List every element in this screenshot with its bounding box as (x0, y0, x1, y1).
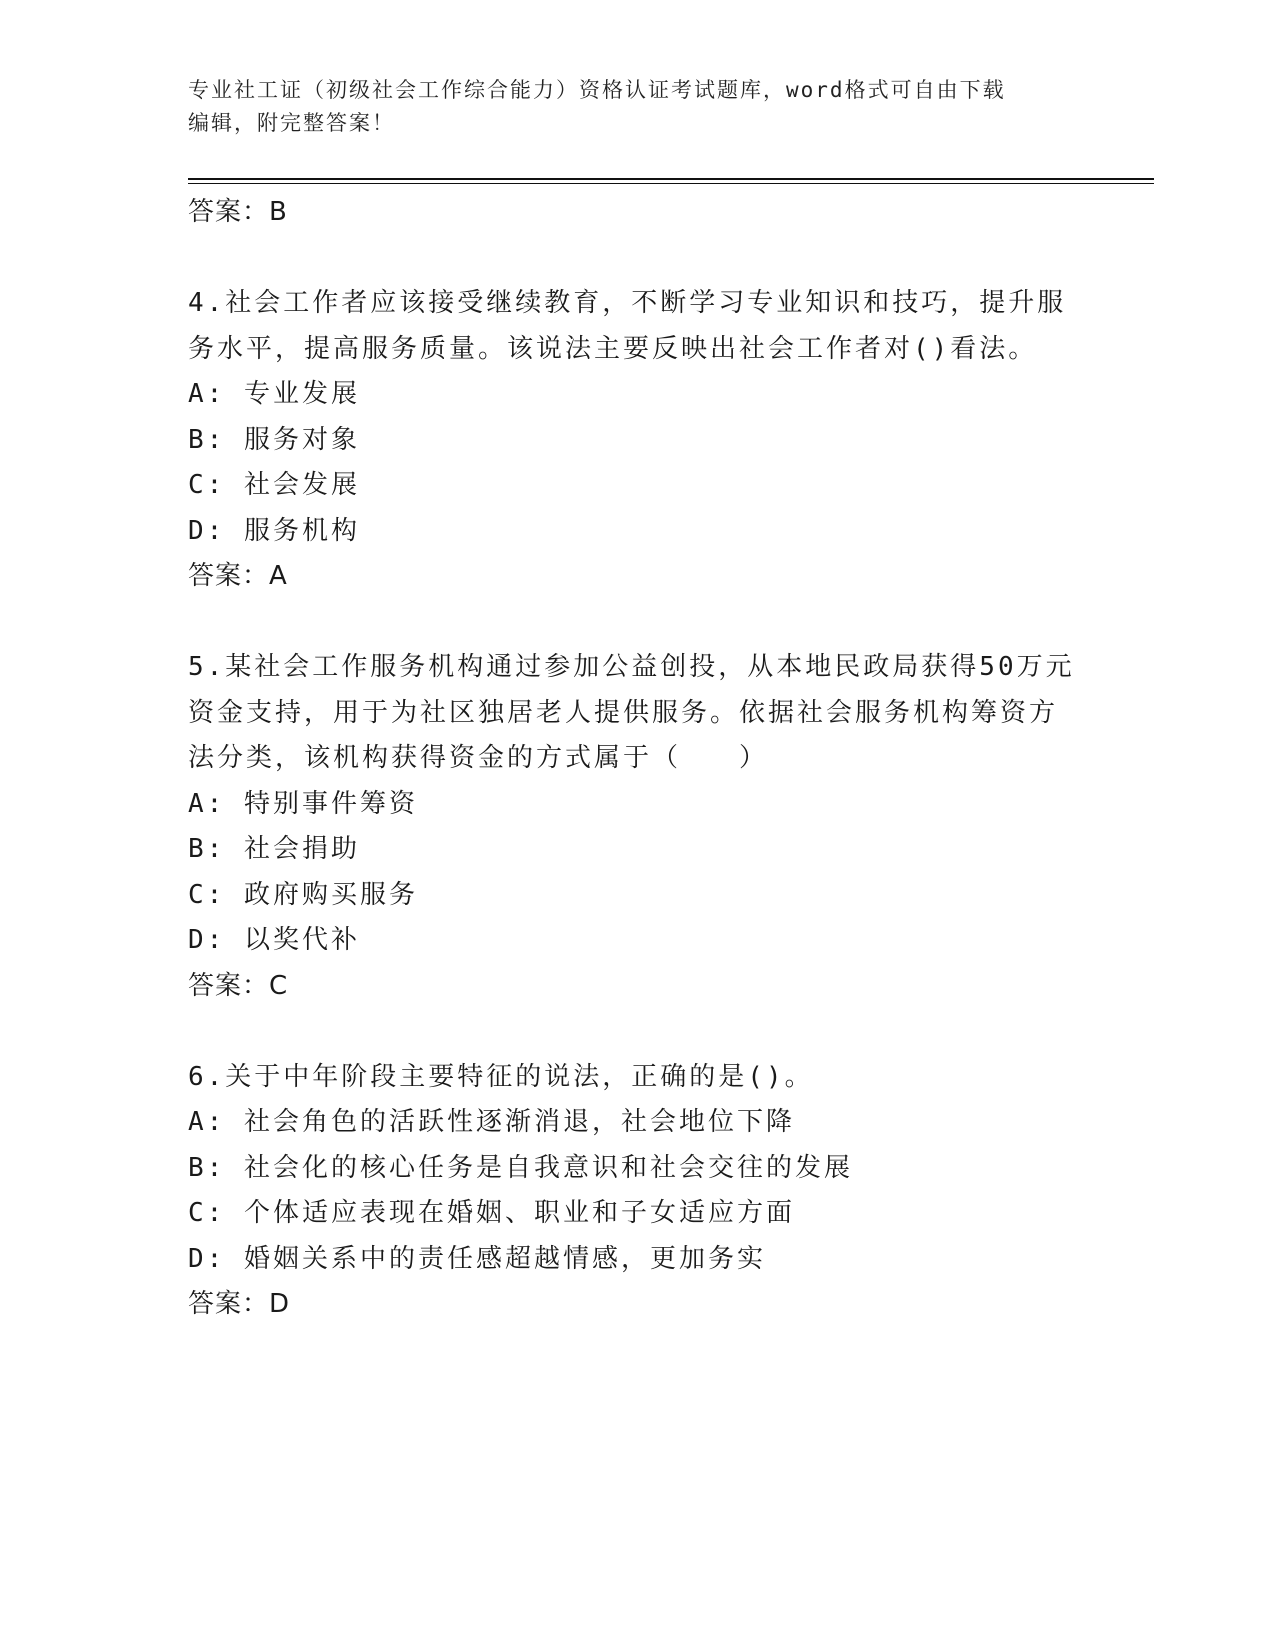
question-stem-line: 务水平，提高服务质量。该说法主要反映出社会工作者对()看法。 (188, 333, 1038, 364)
option-d: D: 服务机构 (188, 515, 360, 546)
spacer (188, 600, 1088, 646)
document-header (188, 74, 1088, 140)
option-b: B: 服务对象 (188, 424, 360, 455)
answer: 答案：C (188, 970, 289, 1001)
option-d: D: 婚姻关系中的责任感超越情感，更加务实 (188, 1243, 766, 1274)
spacer (188, 236, 1088, 282)
option-c: C: 社会发展 (188, 470, 360, 500)
option-a: A: 社会角色的活跃性逐渐消退，社会地位下降 (188, 1107, 795, 1137)
option-c: C: 政府购买服务 (188, 879, 418, 910)
option-c: C: 个体适应表现在婚姻、职业和子女适应方面 (188, 1198, 795, 1228)
header-divider-thin (188, 183, 1154, 184)
header-line-1: 专业社工证（初级社会工作综合能力）资格认证考试题库，word格式可自由下载 (188, 78, 1006, 102)
header-line-2: 编辑，附完整答案！ (188, 111, 395, 135)
question-stem-line: 4.社会工作者应该接受继续教育，不断学习专业知识和技巧，提升服 (188, 288, 1067, 318)
answer: 答案：D (188, 1289, 291, 1319)
question-stem-line: 5.某社会工作服务机构通过参加公益创投，从本地民政局获得50万元 (188, 652, 1075, 682)
option-b: B: 社会捐助 (188, 834, 360, 864)
option-a: A: 特别事件筹资 (188, 788, 418, 819)
spacer (188, 1009, 1088, 1055)
answer: 答案：A (188, 561, 288, 591)
option-a: A: 专业发展 (188, 379, 360, 409)
question-stem-line: 资金支持，用于为社区独居老人提供服务。依据社会服务机构筹资方 (188, 697, 1059, 728)
question-stem-line: 法分类，该机构获得资金的方式属于（ ） (188, 743, 769, 773)
header-divider-thick (188, 178, 1154, 180)
question-list (188, 190, 1088, 1328)
option-d: D: 以奖代补 (188, 925, 360, 955)
question-4 (188, 281, 1088, 600)
question-5 (188, 645, 1088, 1009)
question-6 (188, 1055, 1088, 1328)
option-b: B: 社会化的核心任务是自我意识和社会交往的发展 (188, 1152, 853, 1183)
question-stem-line: 6.关于中年阶段主要特征的说法，正确的是()。 (188, 1061, 814, 1092)
previous-answer: 答案：B (188, 197, 288, 227)
